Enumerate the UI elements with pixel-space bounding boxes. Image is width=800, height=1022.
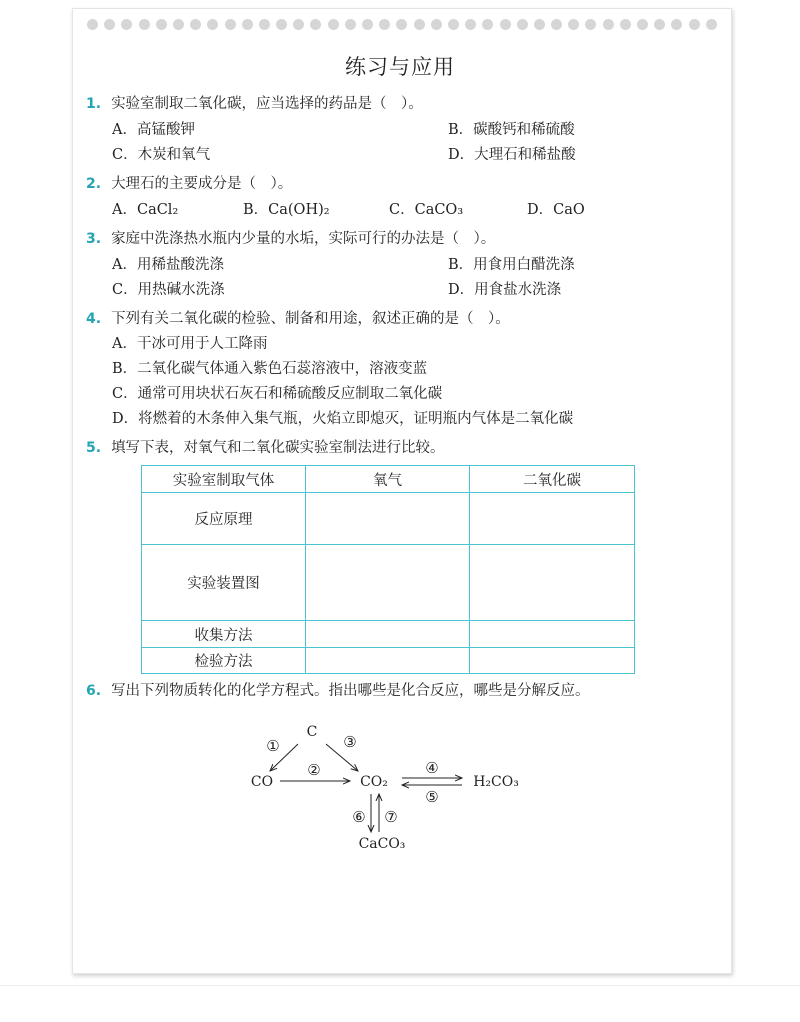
binder-ring xyxy=(585,19,596,30)
carbon-conversion-diagram xyxy=(240,718,540,858)
table-header: 实验室制取气体 xyxy=(142,466,306,493)
binder-ring xyxy=(139,19,150,30)
binder-ring xyxy=(482,19,493,30)
answer-cell[interactable] xyxy=(306,545,470,621)
question-stem: 大理石的主要成分是（ ）。 xyxy=(111,176,293,192)
row-label: 收集方法 xyxy=(142,621,306,648)
binder-ring xyxy=(259,19,270,30)
binder-ring xyxy=(534,19,545,30)
question-number: 4. xyxy=(86,311,102,327)
option-c: C．木炭和氧气 xyxy=(112,147,211,163)
label-7: ⑦ xyxy=(384,808,398,826)
question-2 xyxy=(86,174,292,194)
option-b: B．碳酸钙和稀硫酸 xyxy=(448,122,575,138)
comparison-table xyxy=(141,465,635,674)
binder-ring xyxy=(689,19,700,30)
question-number: 5. xyxy=(86,440,102,456)
binder-ring xyxy=(310,19,321,30)
binder-ring xyxy=(706,19,717,30)
binder-ring xyxy=(517,19,528,30)
question-stem: 实验室制取二氧化碳，应当选择的药品是（ ）。 xyxy=(111,96,423,112)
label-1: ① xyxy=(266,737,280,755)
question-number: 3. xyxy=(86,231,102,247)
option-c: C．通常可用块状石灰石和稀硫酸反应制取二氧化碳 xyxy=(112,386,443,402)
binder-ring xyxy=(568,19,579,30)
answer-cell[interactable] xyxy=(306,648,470,674)
question-number: 2. xyxy=(86,176,102,192)
question-number: 1. xyxy=(86,96,102,112)
binder-ring xyxy=(637,19,648,30)
binder-ring xyxy=(465,19,476,30)
option-d: D．大理石和稀盐酸 xyxy=(448,147,576,163)
option-b: B．Ca(OH)₂ xyxy=(243,202,330,218)
binder-ring xyxy=(448,19,459,30)
option-a: A．干冰可用于人工降雨 xyxy=(112,336,268,352)
option-d: D．用食盐水洗涤 xyxy=(448,282,562,298)
binder-ring xyxy=(121,19,132,30)
binder-ring xyxy=(379,19,390,30)
answer-cell[interactable] xyxy=(470,493,635,545)
option-d: D．CaO xyxy=(527,202,585,218)
binder-rings xyxy=(87,19,717,33)
binder-ring xyxy=(654,19,665,30)
binder-ring xyxy=(551,19,562,30)
table-header: 二氧化碳 xyxy=(470,466,635,493)
page-shadow-line xyxy=(0,985,800,986)
option-a: A．用稀盐酸洗涤 xyxy=(112,257,224,273)
table-row xyxy=(142,493,635,545)
option-a: A．高锰酸钾 xyxy=(112,122,195,138)
table-header: 氧气 xyxy=(306,466,470,493)
option-d: D．将燃着的木条伸入集气瓶，火焰立即熄灭，证明瓶内气体是二氧化碳 xyxy=(112,411,574,427)
binder-ring xyxy=(396,19,407,30)
row-label: 检验方法 xyxy=(142,648,306,674)
question-number: 6. xyxy=(86,683,102,699)
question-stem: 写出下列物质转化的化学方程式。指出哪些是化合反应，哪些是分解反应。 xyxy=(111,683,590,699)
binder-ring xyxy=(671,19,682,30)
label-2: ② xyxy=(307,761,321,779)
binder-ring xyxy=(500,19,511,30)
row-label: 实验装置图 xyxy=(142,545,306,621)
table-row xyxy=(142,648,635,674)
binder-ring xyxy=(225,19,236,30)
option-a: A．CaCl₂ xyxy=(112,202,179,218)
label-3: ③ xyxy=(343,733,357,751)
answer-cell[interactable] xyxy=(470,545,635,621)
question-6 xyxy=(86,681,590,701)
binder-ring xyxy=(620,19,631,30)
binder-ring xyxy=(431,19,442,30)
binder-ring xyxy=(603,19,614,30)
option-b: B．二氧化碳气体通入紫色石蕊溶液中，溶液变蓝 xyxy=(112,361,428,377)
binder-ring xyxy=(207,19,218,30)
question-1 xyxy=(86,94,423,114)
answer-cell[interactable] xyxy=(470,621,635,648)
answer-cell[interactable] xyxy=(306,493,470,545)
page-title: 练习与应用 xyxy=(345,55,455,79)
label-5: ⑤ xyxy=(425,788,439,806)
binder-ring xyxy=(190,19,201,30)
binder-ring xyxy=(173,19,184,30)
table-row xyxy=(142,545,635,621)
label-6: ⑥ xyxy=(352,808,366,826)
binder-ring xyxy=(104,19,115,30)
binder-ring xyxy=(242,19,253,30)
binder-ring xyxy=(87,19,98,30)
binder-ring xyxy=(414,19,425,30)
table-header-row xyxy=(142,466,635,493)
question-stem: 填写下表，对氧气和二氧化碳实验室制法进行比较。 xyxy=(111,440,445,456)
binder-ring xyxy=(345,19,356,30)
answer-cell[interactable] xyxy=(470,648,635,674)
question-stem: 下列有关二氧化碳的检验、制备和用途，叙述正确的是（ ）。 xyxy=(111,311,510,327)
question-5 xyxy=(86,438,445,458)
node-co: CO xyxy=(250,774,274,790)
node-co2: CO₂ xyxy=(360,774,388,790)
option-b: B．用食用白醋洗涤 xyxy=(448,257,575,273)
question-3 xyxy=(86,229,495,249)
node-h2co3: H₂CO₃ xyxy=(473,774,519,790)
row-label: 反应原理 xyxy=(142,493,306,545)
node-c: C xyxy=(306,724,318,740)
binder-ring xyxy=(328,19,339,30)
binder-ring xyxy=(276,19,287,30)
answer-cell[interactable] xyxy=(306,621,470,648)
binder-ring xyxy=(156,19,167,30)
node-caco3: CaCO₃ xyxy=(358,836,406,852)
question-stem: 家庭中洗涤热水瓶内少量的水垢，实际可行的办法是（ ）。 xyxy=(111,231,496,247)
binder-ring xyxy=(362,19,373,30)
option-c: C．CaCO₃ xyxy=(389,202,464,218)
binder-ring xyxy=(293,19,304,30)
table-row xyxy=(142,621,635,648)
label-4: ④ xyxy=(425,759,439,777)
option-c: C．用热碱水洗涤 xyxy=(112,282,225,298)
question-4 xyxy=(86,309,510,329)
